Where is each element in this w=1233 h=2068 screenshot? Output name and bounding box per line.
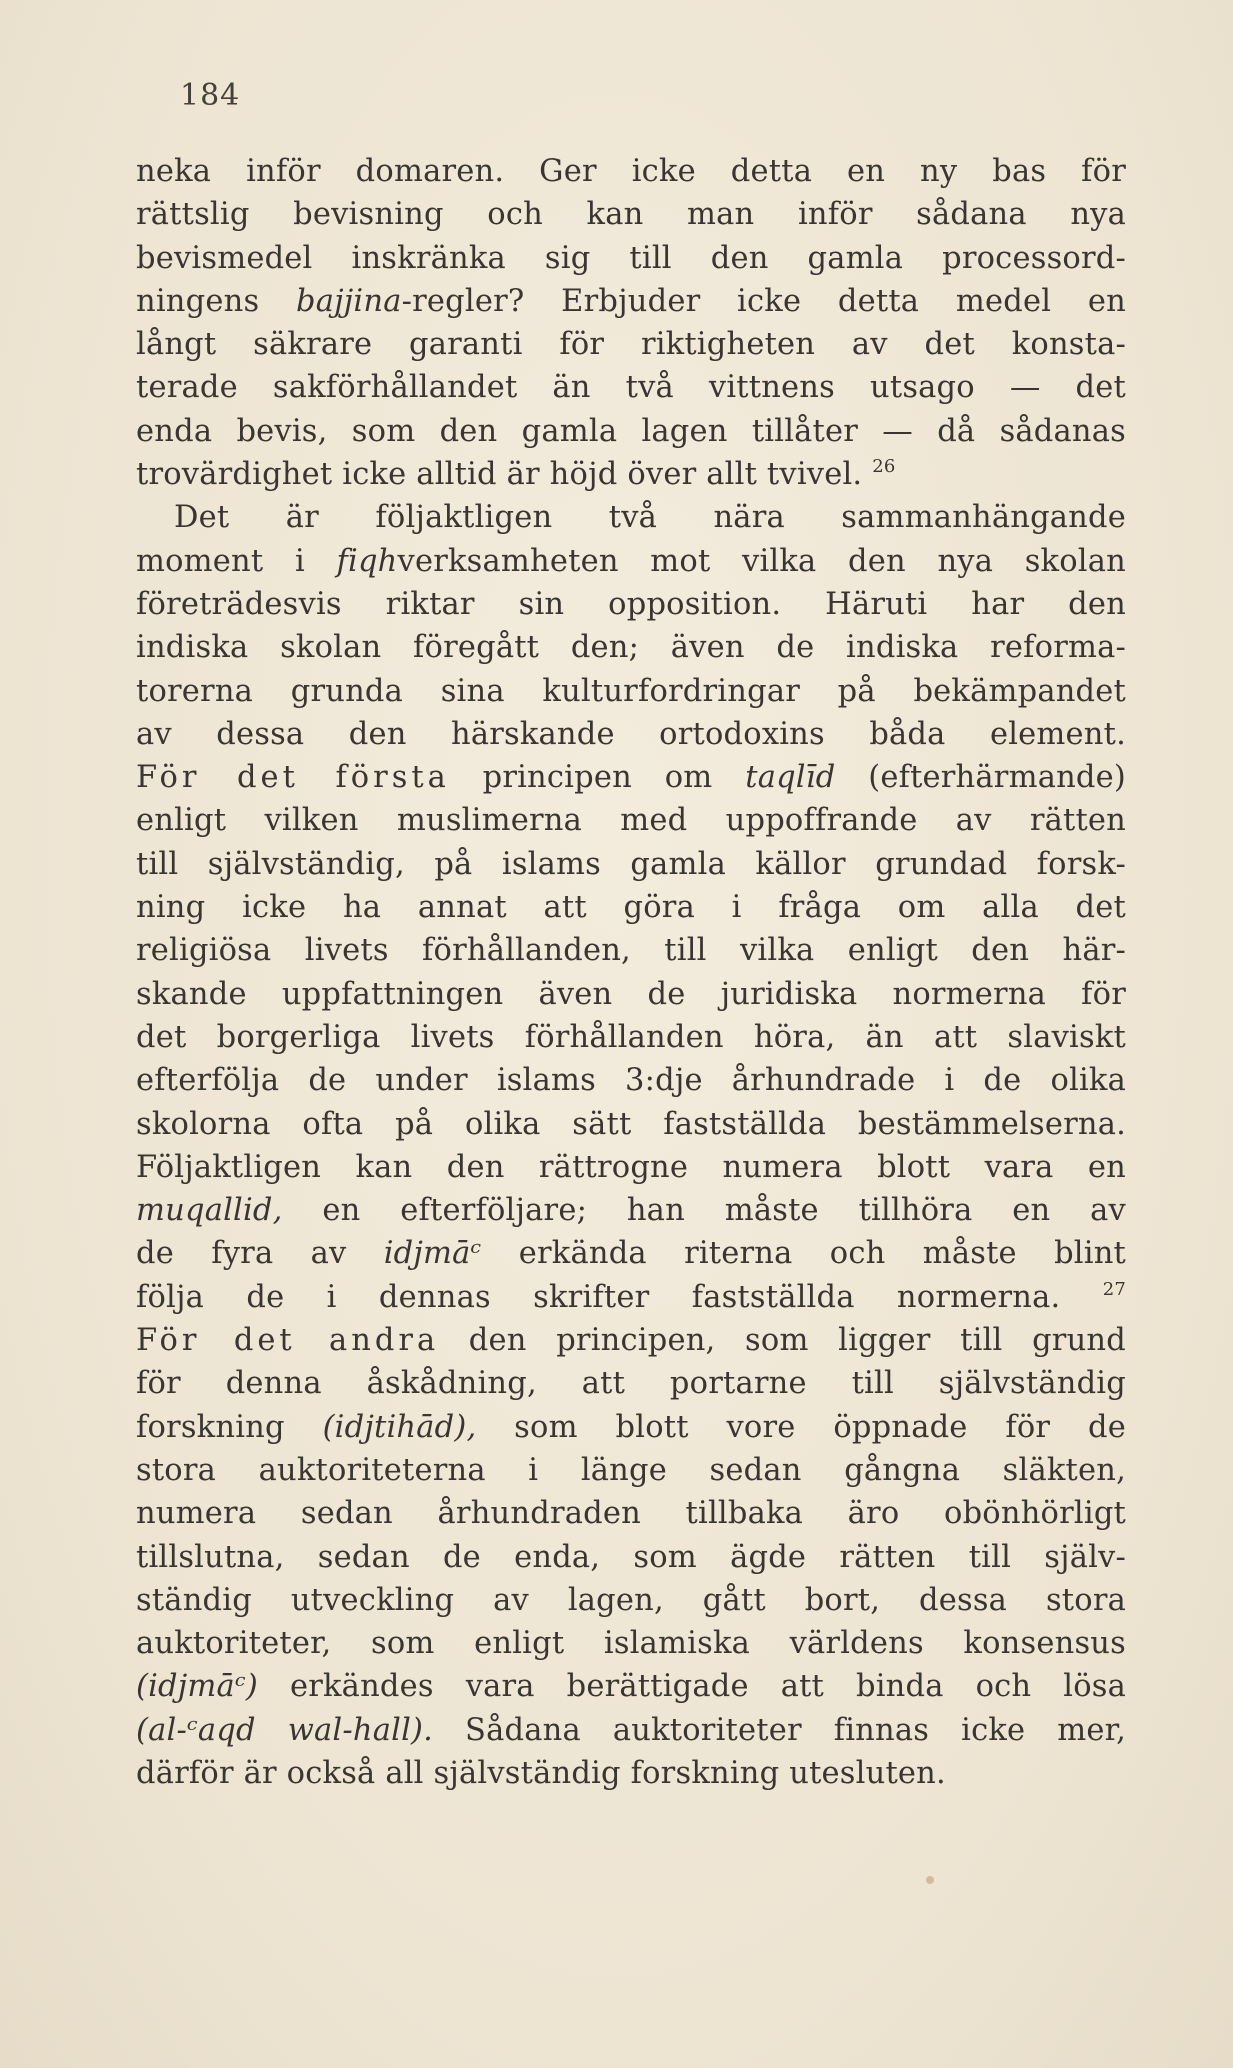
text-line [136, 1752, 1126, 1795]
text-run: följa de i dennas skrifter fastställda normerna. [136, 1279, 1103, 1315]
italic-term: bajjina [296, 283, 402, 319]
text-line [136, 756, 1126, 799]
text-line [136, 1319, 1126, 1362]
text-line [136, 540, 1126, 583]
text-line [136, 799, 1126, 842]
text-run: de fyra av [136, 1236, 384, 1272]
text-run: därför är också all självständig forskning utesluten. [136, 1755, 946, 1791]
text-line [136, 843, 1126, 886]
body-text [136, 150, 1126, 1795]
text-line [136, 237, 1126, 280]
text-run: torerna grunda sina kulturfordringar på bekämpandet [136, 673, 1126, 709]
text-line [136, 713, 1126, 756]
text-line [136, 1362, 1126, 1405]
italic-term: muqallid, [136, 1193, 283, 1229]
text-run: -regler? Erbjuder icke detta medel en [401, 283, 1126, 319]
text-line [136, 1536, 1126, 1579]
text-line [136, 280, 1126, 323]
text-run: en efterföljare; han måste tillhöra en av [282, 1193, 1126, 1229]
text-line [136, 973, 1126, 1016]
text-run: långt säkrare garanti för riktigheten av det konsta- [136, 327, 1126, 363]
text-line [136, 323, 1126, 366]
italic-term: taqlīd [745, 760, 836, 796]
text-line [136, 1579, 1126, 1622]
text-line [136, 929, 1126, 972]
text-run: företrädesvis riktar sin opposition. Häruti har den [136, 586, 1126, 622]
ink-speck [926, 1876, 934, 1884]
footnote-ref: 27 [1102, 1278, 1126, 1300]
text-line [136, 1016, 1126, 1059]
text-line [136, 1406, 1126, 1449]
text-run: erkändes vara berättigade att binda och lösa [258, 1669, 1126, 1705]
text-run: som blott vore öppnade för de [476, 1409, 1126, 1445]
text-run: skolorna ofta på olika sätt fastställda bestämmelserna. [136, 1106, 1126, 1142]
text-line [136, 583, 1126, 626]
text-run: ningens [136, 283, 297, 319]
text-line [136, 1492, 1126, 1535]
text-line [136, 670, 1126, 713]
text-line [136, 1276, 1126, 1319]
text-run: den principen, som ligger till grund [439, 1323, 1126, 1359]
italic-term: (al-ᶜaqd wal-hall). [136, 1712, 434, 1748]
text-run: efterfölja de under islams 3:dje århundrade i de olika [136, 1063, 1126, 1099]
text-line [136, 496, 1126, 539]
text-run: numera sedan århundraden tillbaka äro obönhörligt [136, 1496, 1126, 1532]
text-line [136, 1103, 1126, 1146]
text-line [136, 150, 1126, 193]
text-line [136, 1232, 1126, 1275]
text-run: enligt vilken muslimerna med uppoffrande av rätten [136, 803, 1126, 839]
page-number: 184 [180, 78, 241, 113]
text-run: tillslutna, sedan de enda, som ägde rätten till själv- [136, 1539, 1126, 1575]
text-run: skande uppfattningen även de juridiska normerna för [136, 976, 1126, 1012]
text-run: det borgerliga livets förhållanden höra, än att slaviskt [136, 1019, 1126, 1055]
text-run: moment i [136, 543, 337, 579]
text-run: Följaktligen kan den rättrogne numera blott vara en [136, 1149, 1126, 1185]
text-run: verksamheten mot vilka den nya skolan [397, 543, 1126, 579]
text-run: ning icke ha annat att göra i fråga om alla det [136, 890, 1126, 926]
text-line [136, 1059, 1126, 1102]
italic-term: (idjmāᶜ) [136, 1669, 258, 1705]
text-line [136, 1146, 1126, 1189]
text-run: till självständig, på islams gamla källor grundad forsk- [136, 846, 1126, 882]
text-run: principen om [449, 760, 746, 796]
text-run: Sådana auktoriteter finnas icke mer, [433, 1712, 1127, 1748]
text-run: för denna åskådning, att portarne till självständig [136, 1366, 1126, 1402]
text-run: Det är följaktligen två nära sammanhängande [174, 500, 1126, 536]
text-run: För det första [136, 760, 450, 796]
text-line [136, 193, 1126, 236]
text-run: erkända riterna och måste blint [481, 1236, 1127, 1272]
text-line [136, 886, 1126, 929]
italic-term: (idjtihād), [322, 1409, 477, 1445]
text-line [136, 1709, 1126, 1752]
text-line [136, 366, 1126, 409]
text-run: religiösa livets förhållanden, till vilka enligt den här- [136, 933, 1126, 969]
text-run: enda bevis, som den gamla lagen tillåter — då sådanas [136, 413, 1126, 449]
text-line [136, 1449, 1126, 1492]
text-run: indiska skolan föregått den; även de indiska reforma- [136, 630, 1126, 666]
footnote-ref: 26 [872, 456, 896, 478]
text-run: trovärdighet icke alltid är höjd över allt tvivel. [136, 457, 873, 493]
italic-term: idjmāᶜ [383, 1236, 482, 1272]
text-run: stora auktoriteterna i länge sedan gångna släkten, [136, 1452, 1126, 1488]
text-run: bevismedel inskränka sig till den gamla processord- [136, 240, 1126, 276]
text-run: terade sakförhållandet än två vittnens utsago — det [136, 370, 1126, 406]
text-run: (efterhärmande) [835, 760, 1126, 796]
text-run: rättslig bevisning och kan man inför sådana nya [136, 197, 1126, 233]
text-run: av dessa den härskande ortodoxins båda element. [136, 716, 1126, 752]
text-run: auktoriteter, som enligt islamiska världens konsensus [136, 1626, 1126, 1662]
text-line [136, 626, 1126, 669]
text-run: För det andra [136, 1323, 440, 1359]
italic-term: fiqh [336, 543, 398, 579]
text-line [136, 1189, 1126, 1232]
text-line [136, 1622, 1126, 1665]
text-line [136, 453, 1126, 496]
text-run: ständig utveckling av lagen, gått bort, dessa stora [136, 1582, 1126, 1618]
text-run: forskning [136, 1409, 323, 1445]
text-line [136, 1665, 1126, 1708]
text-run: neka inför domaren. Ger icke detta en ny bas för [136, 154, 1126, 189]
text-line [136, 410, 1126, 453]
